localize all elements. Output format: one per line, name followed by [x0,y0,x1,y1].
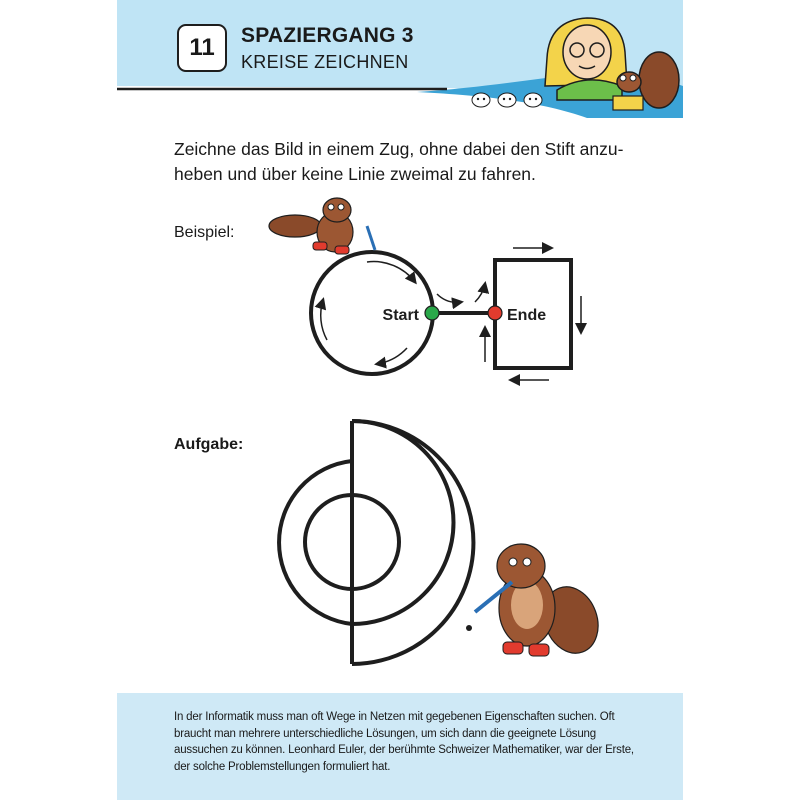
example-beaver-illustration [269,198,375,254]
arrow-icon [321,300,327,340]
info-box [117,693,683,800]
task-beaver-illustration [466,544,607,661]
example-label: Beispiel: [174,224,235,241]
task-number-badge: 11 [177,24,227,72]
worksheet-page [117,0,683,800]
task-label: Aufgabe: [174,436,244,453]
start-label: Start [382,307,419,324]
example-figure [311,248,581,380]
end-label: Ende [507,307,547,324]
arrow-icon [475,284,485,302]
page-title: SPAZIERGANG 3 [241,24,414,47]
page-subtitle: KREISE ZEICHNEN [241,52,409,72]
arrow-icon [377,348,407,364]
diagrams [117,0,683,693]
task-figure [279,421,473,664]
info-text: In der Informatik muss man oft Wege in Netzen mit gegebenen Eigenschaften suchen. Oft braucht man mehrere unterschiedliche Lösungen, um sich dann die geeignete Lösung aussuchen zu können. Leonhard Euler, der berühmte Schweizer Mathematiker, war der Erste, der solche Problemstellungen formuliert hat. [174,711,634,773]
start-dot [425,306,439,320]
end-dot [488,306,502,320]
instruction-text: Zeichne das Bild in einem Zug, ohne dabei den Stift anzu- heben und über keine Linie zweimal zu fahren. [174,139,624,184]
arrow-icon [437,294,461,302]
